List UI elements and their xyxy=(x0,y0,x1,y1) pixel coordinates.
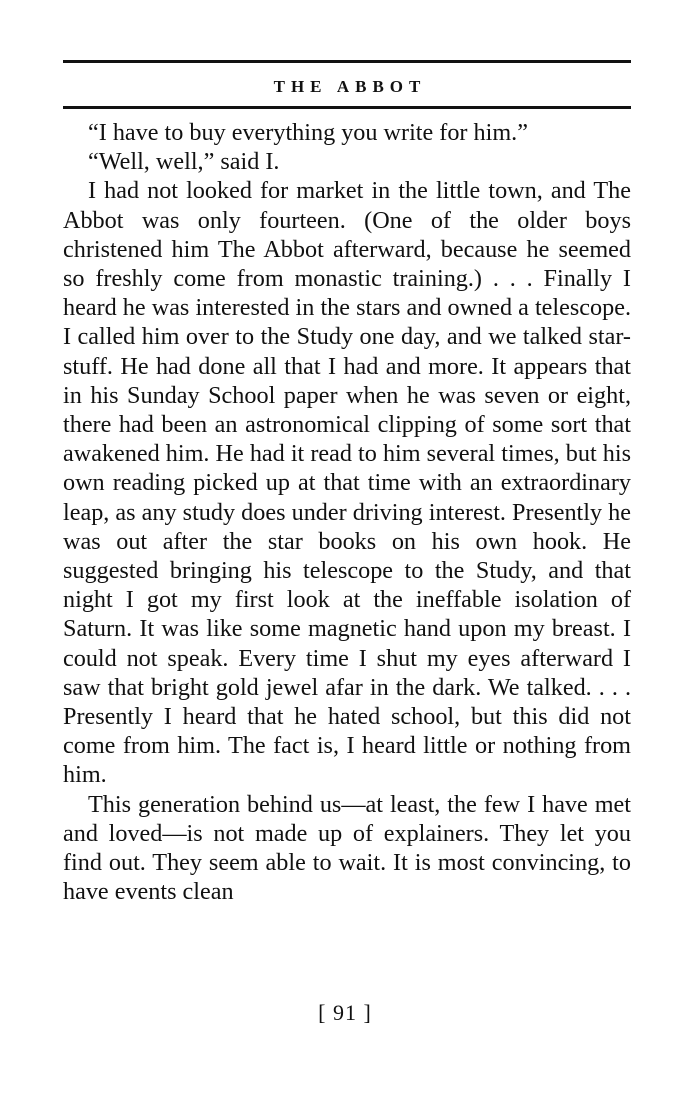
paragraph: I had not looked for market in the little town, and The Abbot was only fourteen. (One of the older boys christened him The Abbot afterward, because he seemed so freshly come from monastic training.) . . . Finally I heard he was interested in the stars and owned a telescope. I called him over to the Study one day, and we talked star-stuff. He had done all that I had and more. It appears that in his Sunday School paper when he was seven or eight, there had been an astronomical clipping of some sort that awakened him. He had it read to him several times, but his own reading picked up at that time with an extraordinary leap, as any study does under driving interest. Presently he was out after the star books on his own hook. He suggested bringing his telescope to the Study, and that night I got my first look at the ineffable isolation of Saturn. It was like some magnetic hand upon my breast. I could not speak. Every time I shut my eyes afterward I saw that bright gold jewel afar in the dark. We talked. . . . Presently I heard that he hated school, but this did not come from him. The fact is, I heard little or nothing from him. xyxy=(63,177,631,789)
page-number: [ 91 ] xyxy=(318,1000,372,1025)
paragraph: “Well, well,” said I. xyxy=(88,148,280,176)
header-top-rule xyxy=(63,60,631,63)
paragraph: “I have to buy everything you write for him.” xyxy=(88,119,528,146)
running-title: THE ABBOT xyxy=(273,77,427,96)
body-text xyxy=(63,118,631,906)
book-page xyxy=(63,60,631,906)
paragraph: This generation behind us—at least, the few I have met and loved—is not made up of explainers. They let you find out. They seem able to wait. It is most convincing, to have events clean xyxy=(63,790,631,906)
header-bottom-rule xyxy=(63,106,631,109)
